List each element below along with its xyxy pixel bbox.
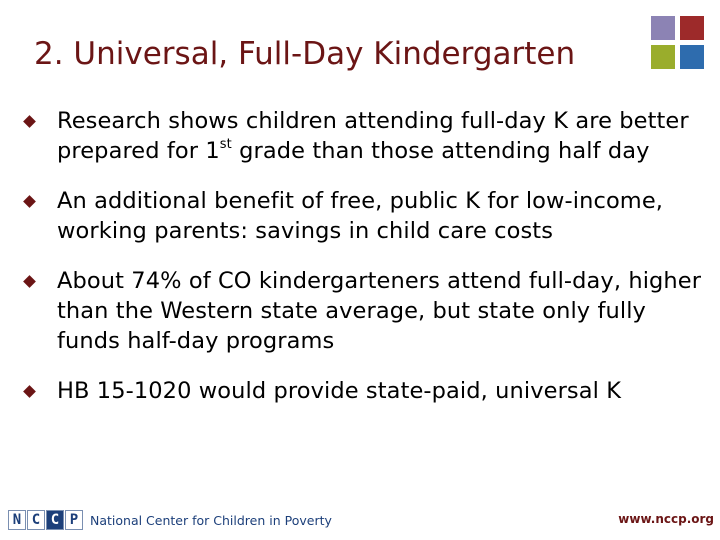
logo-letter: C [46, 510, 64, 530]
nccp-logo [8, 510, 332, 530]
bullet-item [25, 266, 705, 356]
logo-square-bottom-right [680, 45, 704, 69]
logo-letter: P [65, 510, 83, 530]
bullet-list [25, 106, 705, 426]
bullet-text-part: grade than those attending half day [231, 138, 650, 164]
footer-url: www.nccp.org [618, 512, 714, 526]
diamond-bullet-icon [23, 385, 36, 398]
bullet-text-part: Research shows children attending full-day K are better prepared for 1 [57, 108, 689, 164]
slide-title: 2. Universal, Full-Day Kindergarten [34, 36, 576, 72]
logo-letter: C [27, 510, 45, 530]
ordinal-suffix: st [219, 137, 232, 152]
bullet-item [25, 376, 705, 406]
logo-square-top-right [680, 16, 704, 40]
diamond-bullet-icon [23, 275, 36, 288]
logo-square-top-left [651, 16, 675, 40]
bullet-text: HB 15-1020 would provide state-paid, universal K [57, 378, 622, 404]
footer [0, 500, 720, 540]
org-name: National Center for Children in Poverty [90, 512, 332, 528]
bullet-text: An additional benefit of free, public K for low-income, working parents: savings in child care costs [57, 188, 664, 244]
bullet-item [25, 186, 705, 246]
logo-square-bottom-left [651, 45, 675, 69]
decorative-squares-logo [651, 16, 705, 70]
bullet-item [25, 106, 705, 166]
diamond-bullet-icon [23, 115, 36, 128]
bullet-text: About 74% of CO kindergarteners attend full-day, higher than the Western state average, but state only fully funds half-day programs [57, 268, 702, 354]
logo-letter: N [8, 510, 26, 530]
diamond-bullet-icon [23, 195, 36, 208]
